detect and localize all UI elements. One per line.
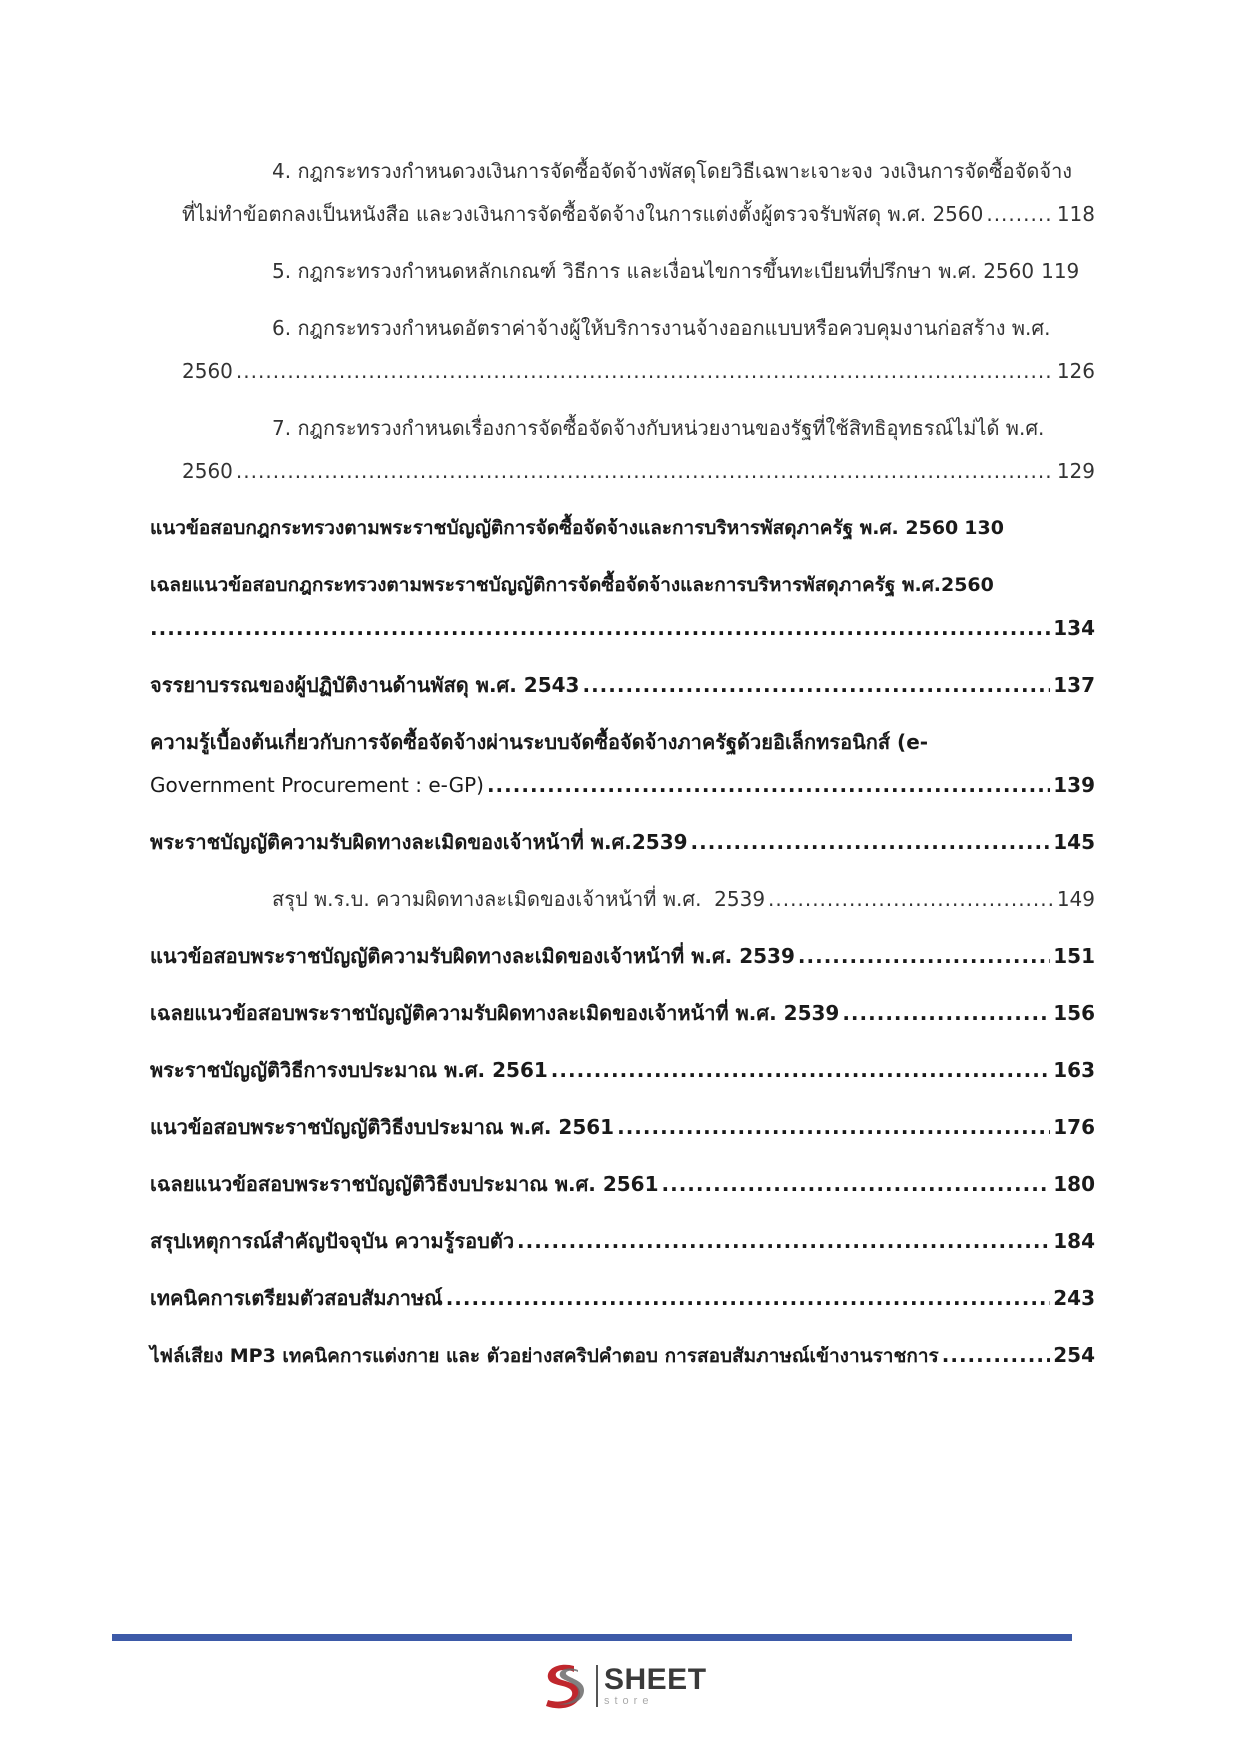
toc-entry-11-page: 139 — [1053, 773, 1095, 797]
toc-entry-16[interactable] — [150, 1049, 1095, 1092]
dot-leader — [768, 878, 1054, 921]
toc-entry-21[interactable] — [150, 1334, 1095, 1378]
toc-entry-17-page: 176 — [1053, 1115, 1095, 1139]
toc-entry-10-page: 137 — [1053, 673, 1095, 697]
toc-entry-8[interactable] — [150, 507, 1095, 550]
s-logo-icon — [540, 1660, 588, 1712]
toc-entry-20[interactable] — [150, 1277, 1095, 1320]
dot-leader — [798, 935, 1050, 978]
toc-entry-6-page: 126 — [1056, 359, 1095, 383]
toc-entry-7-page: 129 — [1056, 459, 1095, 483]
toc-entry-4-page: 118 — [1056, 202, 1095, 226]
toc-entry-16-page: 163 — [1053, 1058, 1095, 1082]
toc-entry-11-line1: ความรู้เบื้องต้นเกี่ยวกับการจัดซื้อจัดจ้างผ่านระบบจัดซื้อจัดจ้างภาครัฐด้วยอิเล็กทรอนิกส์ (e- — [150, 730, 929, 754]
dot-leader — [517, 1220, 1050, 1263]
toc-entry-5[interactable] — [150, 250, 1095, 293]
dot-leader — [691, 821, 1051, 864]
toc-entry-19-page: 184 — [1053, 1229, 1095, 1253]
toc-entry-13[interactable] — [150, 878, 1095, 921]
toc-entry-5-page: 119 — [1041, 259, 1080, 283]
table-of-contents — [150, 150, 1095, 1378]
toc-entry-11[interactable] — [150, 721, 1095, 807]
toc-entry-12-page: 145 — [1053, 830, 1095, 854]
toc-entry-19-title: สรุปเหตุการณ์สำคัญปัจจุบัน ความรู้รอบตัว — [150, 1229, 515, 1253]
dot-leader — [662, 1163, 1051, 1206]
toc-entry-7[interactable] — [150, 407, 1095, 493]
toc-entry-5-title: 5. กฎกระทรวงกำหนดหลักเกณฑ์ วิธีการ และเงื่อนไขการขึ้นทะเบียนที่ปรึกษา พ.ศ. 2560 — [272, 259, 1035, 283]
toc-entry-9-line1: เฉลยแนวข้อสอบกฎกระทรวงตามพระราชบัญญัติการจัดซื้อจัดจ้างและการบริหารพัสดุภาครัฐ พ.ศ.2560 — [150, 574, 994, 596]
dot-leader — [150, 607, 1050, 650]
toc-entry-16-title: พระราชบัญญัติวิธีการงบประมาณ พ.ศ. 2561 — [150, 1058, 548, 1082]
dot-leader — [236, 450, 1054, 493]
toc-entry-19[interactable] — [150, 1220, 1095, 1263]
toc-entry-21-title: ไฟล์เสียง MP3 เทคนิคการแต่งกาย และ ตัวอย่างสคริปคำตอบ การสอบสัมภาษณ์เข้างานราชการ — [150, 1345, 939, 1367]
dot-leader — [986, 193, 1053, 236]
toc-entry-20-page: 243 — [1053, 1286, 1095, 1310]
toc-entry-11-title-cont: Government Procurement : e-GP) — [150, 773, 484, 797]
footer-divider-bar — [112, 1634, 1072, 1641]
toc-entry-9-page: 134 — [1053, 616, 1095, 640]
toc-entry-14-page: 151 — [1053, 944, 1095, 968]
toc-entry-14-title: แนวข้อสอบพระราชบัญญัติความรับผิดทางละเมิดของเจ้าหน้าที่ พ.ศ. 2539 — [150, 944, 795, 968]
dot-leader — [942, 1334, 1050, 1377]
toc-entry-10[interactable] — [150, 664, 1095, 707]
toc-entry-18[interactable] — [150, 1163, 1095, 1206]
toc-entry-12-title: พระราชบัญญัติความรับผิดทางละเมิดของเจ้าหน้าที่ พ.ศ.2539 — [150, 830, 688, 854]
toc-entry-9[interactable] — [150, 564, 1095, 650]
toc-entry-12[interactable] — [150, 821, 1095, 864]
toc-entry-21-page: 254 — [1053, 1343, 1095, 1367]
sheet-store-logo — [540, 1658, 720, 1714]
toc-entry-6[interactable] — [150, 307, 1095, 393]
toc-entry-15-title: เฉลยแนวข้อสอบพระราชบัญญัติความรับผิดทางละเมิดของเจ้าหน้าที่ พ.ศ. 2539 — [150, 1001, 840, 1025]
toc-entry-8-title: แนวข้อสอบกฎกระทรวงตามพระราชบัญญัติการจัดซื้อจัดจ้างและการบริหารพัสดุภาครัฐ พ.ศ. 2560 — [150, 517, 959, 539]
toc-entry-7-line1: 7. กฎกระทรวงกำหนดเรื่องการจัดซื้อจัดจ้างกับหน่วยงานของรัฐที่ใช้สิทธิอุทธรณ์ไม่ได้ พ.ศ. — [272, 416, 1045, 440]
logo-brand-subtext: store — [604, 1695, 654, 1707]
dot-leader — [551, 1049, 1050, 1092]
logo-brand-text: SHEET — [604, 1663, 707, 1696]
toc-entry-15[interactable] — [150, 992, 1095, 1035]
toc-entry-17[interactable] — [150, 1106, 1095, 1149]
dot-leader — [842, 992, 1050, 1035]
toc-entry-6-line1: 6. กฎกระทรวงกำหนดอัตราค่าจ้างผู้ให้บริการงานจ้างออกแบบหรือควบคุมงานก่อสร้าง พ.ศ. — [272, 316, 1051, 340]
toc-entry-14[interactable] — [150, 935, 1095, 978]
dot-leader — [487, 764, 1050, 807]
toc-entry-4[interactable] — [150, 150, 1095, 236]
dot-leader — [617, 1106, 1050, 1149]
toc-entry-18-page: 180 — [1053, 1172, 1095, 1196]
toc-entry-13-page: 149 — [1056, 887, 1095, 911]
toc-entry-13-title: สรุป พ.ร.บ. ความผิดทางละเมิดของเจ้าหน้าที่ พ.ศ. 2539 — [272, 887, 766, 911]
toc-entry-7-title-cont: 2560 — [182, 459, 233, 483]
toc-entry-15-page: 156 — [1053, 1001, 1095, 1025]
toc-entry-10-title: จรรยาบรรณของผู้ปฏิบัติงานด้านพัสดุ พ.ศ. 2543 — [150, 673, 580, 697]
toc-entry-6-title-cont: 2560 — [182, 359, 233, 383]
toc-entry-4-line2 — [150, 193, 1095, 236]
toc-entry-8-page: 130 — [964, 517, 1004, 539]
toc-entry-17-title: แนวข้อสอบพระราชบัญญัติวิธีงบประมาณ พ.ศ. 2561 — [150, 1115, 615, 1139]
toc-entry-20-title: เทคนิคการเตรียมตัวสอบสัมภาษณ์ — [150, 1286, 443, 1310]
toc-entry-4-line1: 4. กฎกระทรวงกำหนดวงเงินการจัดซื้อจัดจ้างพัสดุโดยวิธีเฉพาะเจาะจง วงเงินการจัดซื้อจัดจ้าง — [272, 159, 1073, 183]
dot-leader — [446, 1277, 1051, 1320]
dot-leader — [582, 664, 1050, 707]
dot-leader — [236, 350, 1054, 393]
toc-entry-4-title-cont: ที่ไม่ทำข้อตกลงเป็นหนังสือ และวงเงินการจัดซื้อจัดจ้างในการแต่งตั้งผู้ตรวจรับพัสดุ พ.ศ. 2560 — [182, 202, 984, 226]
toc-entry-18-title: เฉลยแนวข้อสอบพระราชบัญญัติวิธีงบประมาณ พ.ศ. 2561 — [150, 1172, 659, 1196]
logo-divider — [596, 1665, 598, 1707]
